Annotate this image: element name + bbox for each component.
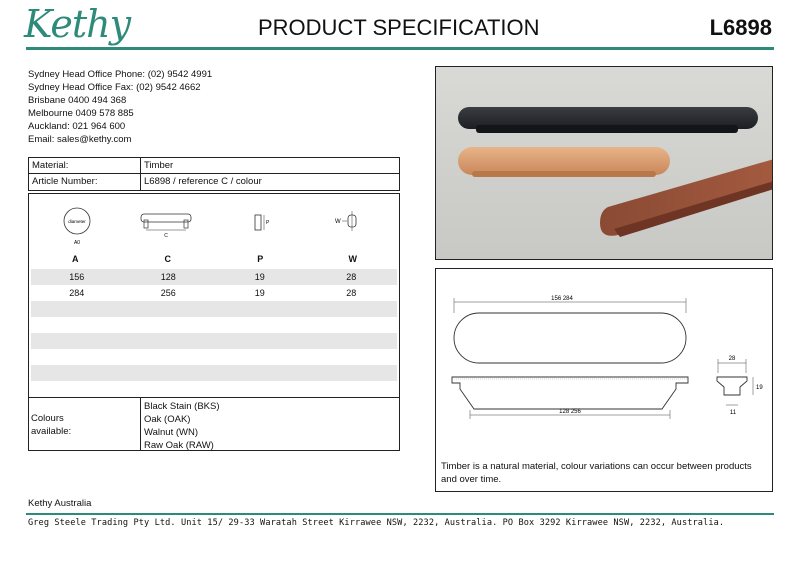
handle-length-icon <box>136 202 196 248</box>
end-view-outline <box>717 377 747 395</box>
colours-list <box>141 398 399 451</box>
brand-logo: Kethy <box>24 2 131 46</box>
product-photo-illustration <box>436 67 772 259</box>
dimension-icons <box>29 202 399 248</box>
c-label: C <box>164 233 168 239</box>
table-row <box>31 349 397 365</box>
side-width-label: 28 <box>728 356 736 362</box>
contact-line: Auckland: 021 964 600 <box>28 121 126 132</box>
article-row <box>29 174 399 190</box>
contact-line: Sydney Head Office Fax: (02) 9542 4662 <box>28 82 201 93</box>
w-label: W <box>335 219 341 225</box>
cell-a: 156 <box>69 272 85 282</box>
header-divider <box>26 47 774 50</box>
cell-w: 28 <box>346 272 357 282</box>
table-row <box>31 269 397 285</box>
colour-option: Black Stain (BKS) <box>144 401 220 412</box>
header-w: W <box>348 254 357 264</box>
contact-line: Melbourne 0409 578 885 <box>28 108 134 119</box>
oak-handle <box>458 147 670 177</box>
cell-a: 284 <box>69 288 85 298</box>
footer-address: Greg Steele Trading Pty Ltd. Unit 15/ 29-33 Waratah Street Kirrawee NSW, 2232, Australia. PO Box 3292 Kirrawee NSW, 2232, Australia. <box>28 518 725 528</box>
table-row <box>31 333 397 349</box>
contact-line: Sydney Head Office Phone: (02) 9542 4991 <box>28 69 213 80</box>
width-icon <box>331 202 367 248</box>
table-row <box>31 285 397 301</box>
cell-c: 128 <box>160 272 176 282</box>
black-handle <box>458 107 758 133</box>
colour-option: Raw Oak (RAW) <box>144 440 214 451</box>
cell-p: 19 <box>254 272 265 282</box>
colour-option: Oak (OAK) <box>144 414 191 425</box>
colours-label-line: available: <box>31 426 72 437</box>
technical-drawing <box>436 269 772 454</box>
diameter-icon <box>59 202 95 248</box>
side-base-label: 11 <box>729 410 737 416</box>
footer-divider <box>26 513 774 515</box>
table-row <box>31 365 397 381</box>
table-row <box>31 317 397 333</box>
diameter-label: diameter <box>68 219 86 224</box>
material-value: Timber <box>144 160 174 171</box>
colours-label-line: Colours <box>31 413 64 424</box>
product-photo <box>435 66 773 260</box>
article-label: Article Number: <box>29 174 141 190</box>
contact-email: Email: sales@kethy.com <box>28 134 132 145</box>
footer-company: Kethy Australia <box>28 498 92 509</box>
top-view-outline <box>454 313 686 363</box>
side-height-label: 19 <box>756 385 763 391</box>
colours-row <box>29 397 399 451</box>
bottom-length-label: 128 256 <box>559 409 581 415</box>
table-row <box>31 381 397 397</box>
dimensions-header <box>29 254 399 268</box>
contact-block <box>28 68 212 146</box>
front-view-outline <box>452 377 688 409</box>
article-value: L6898 / reference C / colour <box>144 176 262 187</box>
contact-line: Brisbane 0400 494 368 <box>28 95 127 106</box>
page-title: PRODUCT SPECIFICATION <box>258 15 540 40</box>
cell-w: 28 <box>346 288 357 298</box>
table-row <box>31 301 397 317</box>
timber-note: Timber is a natural material, colour variations can occur between products and over time. <box>441 461 752 485</box>
top-length-label: 156 284 <box>551 296 573 302</box>
dimensions-table <box>28 193 400 451</box>
material-row <box>29 158 399 174</box>
spec-table <box>28 157 400 191</box>
product-code: L6898 <box>709 15 772 40</box>
colour-option: Walnut (WN) <box>144 427 199 438</box>
header-a: A <box>72 254 79 264</box>
header-c: C <box>164 254 171 264</box>
p-label: P <box>266 220 270 226</box>
cell-c: 256 <box>160 288 176 298</box>
projection-icon <box>247 202 277 248</box>
header-p: P <box>257 254 264 264</box>
diameter-sub: A0 <box>73 240 81 246</box>
technical-drawing-box <box>435 268 773 492</box>
cell-p: 19 <box>254 288 265 298</box>
dimensions-rows <box>31 269 397 397</box>
material-label: Material: <box>29 158 141 173</box>
colours-label <box>29 398 141 451</box>
